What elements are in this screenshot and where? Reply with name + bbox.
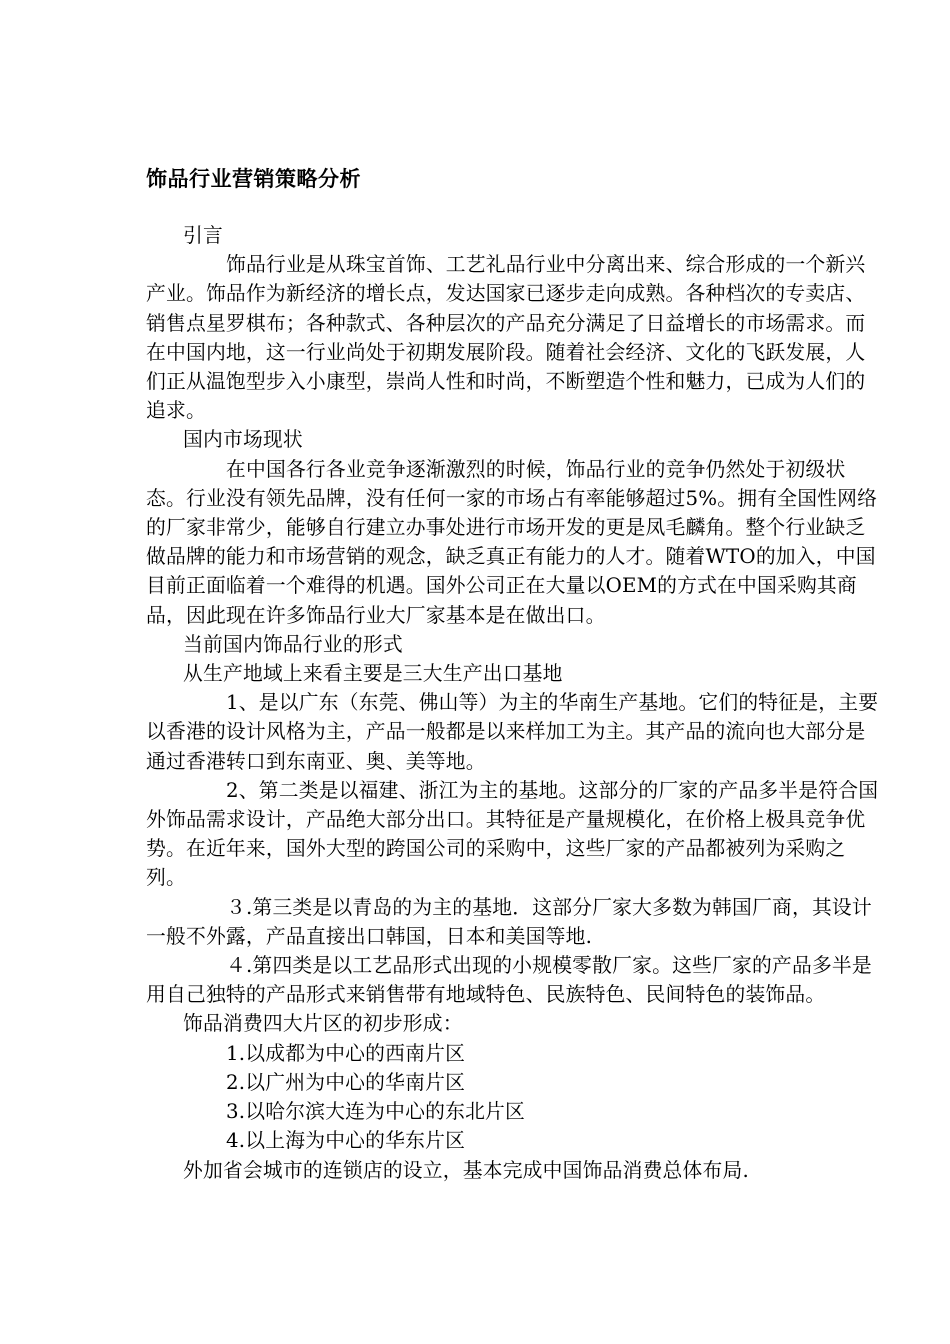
paragraph-base-4: ４.第四类是以工艺品形式出现的小规模零散厂家。这些厂家的产品多半是用自己独特的产品形式来销售带有地域特色、民族特色、民间特色的装饰品。 xyxy=(146,954,872,1007)
paragraph-base-2: 2、第二类是以福建、浙江为主的基地。这部分的厂家的产品多半是符合国外饰品需求设计，产品绝大部分出口。其特征是产量规模化，在价格上极具竞争优势。在近年来，国外大型的跨国公司的采购中，这些厂家的产品都被列为采购之列。 xyxy=(146,778,879,890)
list-item-region-4: 4.以上海为中心的华东片区 xyxy=(226,1129,466,1153)
paragraph-base-3: ３.第三类是以青岛的为主的基地．这部分厂家大多数为韩国厂商，其设计一般不外露，产品直接出口韩国，日本和美国等地. xyxy=(146,895,872,948)
list-item-region-2: 2.以广州为中心的华南片区 xyxy=(226,1070,466,1094)
list-item-region-3: 3.以哈尔滨大连为中心的东北片区 xyxy=(226,1100,526,1124)
section-subheading-production-bases: 从生产地域上来看主要是三大生产出口基地 xyxy=(183,662,563,686)
section-heading-industry-form: 当前国内饰品行业的形式 xyxy=(183,632,403,656)
paragraph-domestic-market: 在中国各行各业竞争逐渐激烈的时候，饰品行业的竞争仍然处于初级状态。行业没有领先品牌，没有任何一家的市场占有率能够超过5%。拥有全国性网络的厂家非常少，能够自行建立办事处进行市场开发的更是凤毛麟角。整个行业缺乏做品牌的能力和市场营销的观念，缺乏真正有能力的人才。随着WTO的加入，中国目前正面临着一个难得的机遇。国外公司正在大量以OEM的方式在中国采购其商品，因此现在许多饰品行业大厂家基本是在做出口。 xyxy=(146,457,878,627)
paragraph-base-1: 1、是以广东（东莞、佛山等）为主的华南生产基地。它们的特征是，主要以香港的设计风格为主，产品一般都是以来样加工为主。其产品的流向也大部分是通过香港转口到东南亚、奥、美等地。 xyxy=(146,691,879,773)
document-title: 饰品行业营销策略分析 xyxy=(146,167,361,191)
section-heading-intro: 引言 xyxy=(183,224,223,247)
paragraph-closing: 外加省会城市的连锁店的设立，基本完成中国饰品消费总体布局. xyxy=(183,1158,749,1182)
section-heading-consumption-regions: 饰品消费四大片区的初步形成： xyxy=(183,1012,463,1036)
document-body xyxy=(146,221,881,1185)
paragraph-intro: 饰品行业是从珠宝首饰、工艺礼品行业中分离出来、综合形成的一个新兴产业。饰品作为新经济的增长点，发达国家已逐步走向成熟。各种档次的专卖店、销售点星罗棋布；各种款式、各种层次的产品充分满足了日益增长的市场需求。而在中国内地，这一行业尚处于初期发展阶段。随着社会经济、文化的飞跃发展，人们正从温饱型步入小康型，崇尚人性和时尚，不断塑造个性和魅力，已成为人们的追求。 xyxy=(146,253,866,423)
list-item-region-1: 1.以成都为中心的西南片区 xyxy=(226,1041,466,1065)
section-heading-domestic-market: 国内市场现状 xyxy=(183,428,303,452)
